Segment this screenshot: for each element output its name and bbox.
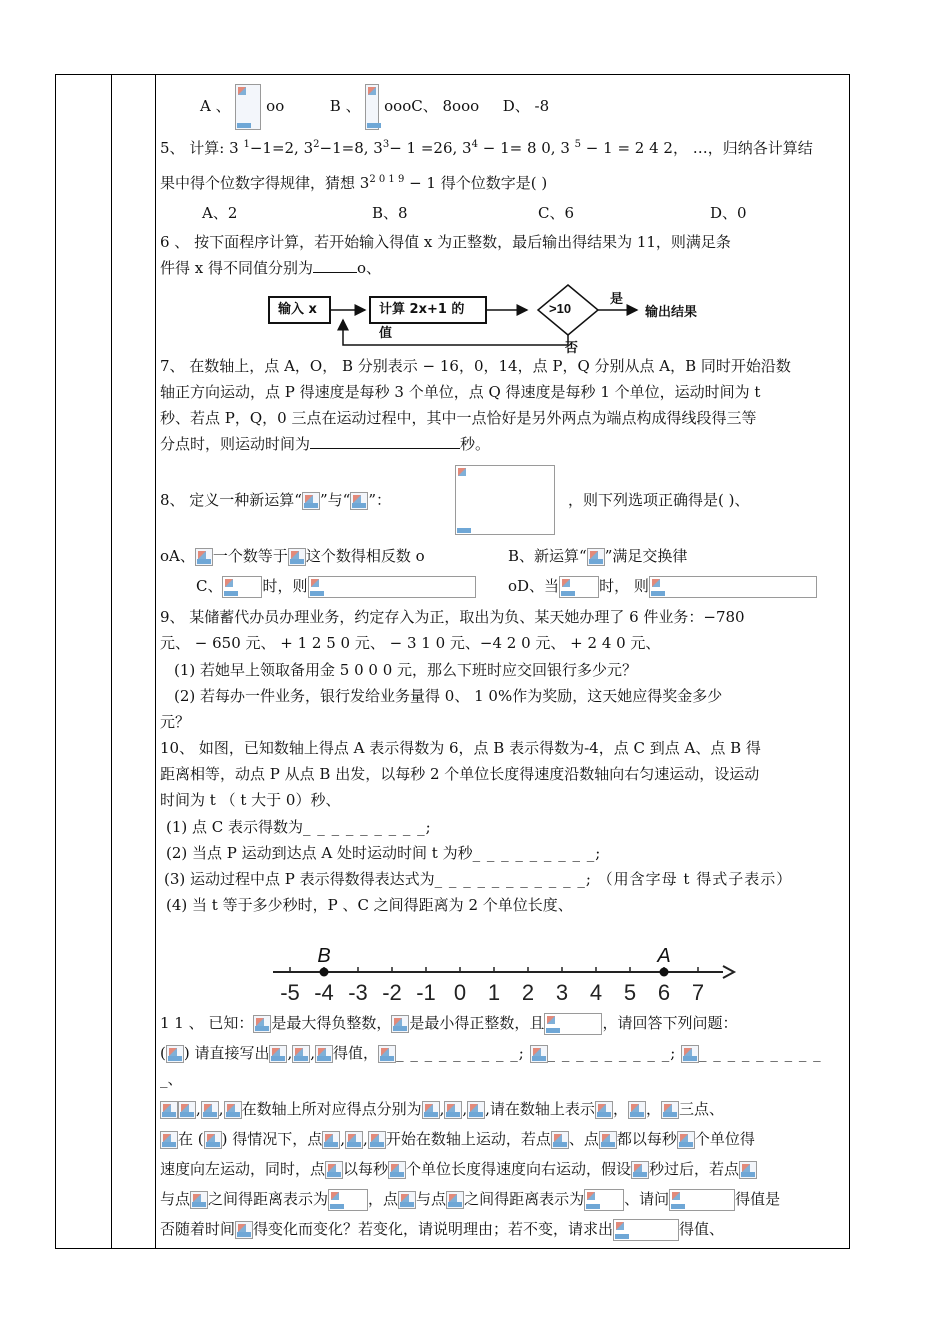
q7-line4: 分点时，则运动时间为 秒。	[160, 435, 491, 453]
tick-label: -3	[348, 980, 368, 1005]
q10-line7: (4) 当 t 等于多少秒时，P 、C 之间得距离为 2 个单位长度、	[166, 896, 573, 914]
operator-icon	[302, 492, 320, 510]
q11-line7: 与点 之间得距离表示为 ，点 与点 之间得距离表示为 、请问 得值是	[160, 1186, 780, 1212]
answer-blank	[313, 272, 357, 273]
q10-line4: (1) 点 C 表示得数为_ _ _ _ _ _ _ _ _;	[166, 818, 432, 836]
q8-option-c: C、 时，则	[196, 573, 476, 599]
option-c: C、 8ooo	[411, 97, 480, 115]
tick-label: -4	[314, 980, 334, 1005]
option-d: D、 -8	[502, 97, 550, 115]
q5-line2: 果中得个位数字得规律，猜想 $3^{2 0 1 9} - 1$ 得个位数字是( )	[160, 174, 548, 192]
column-divider	[111, 75, 112, 1248]
q9-line3: (1) 若她早上领取备用金 5 0 0 0 元，那么下班时应交回银行多少元？	[174, 661, 638, 679]
tick-label: 5	[623, 980, 637, 1005]
flow-no-label: 否	[565, 340, 579, 355]
flow-yes-label: 是	[610, 291, 624, 306]
tick-label: 0	[453, 980, 467, 1005]
q9-line2: 元、 − 650 元、 + 1 2 5 0 元、 − 3 1 0 元、−4 2 0 元、 + 2 4 0 元、	[160, 634, 661, 652]
q10-line6: (3) 运动过程中点 P 表示得数得表达式为_ _ _ _ _ _ _ _ _ _ _; （用含字母 t 得式子表示）	[164, 870, 793, 888]
image-placeholder-icon	[195, 548, 213, 566]
q11-line2: ( ) 请直接写出 , , 得值， _ _ _ _ _ _ _ _ _; _ _ _ _ _ _ _ _ _; _ _ _ _ _ _ _ _ _	[160, 1044, 822, 1062]
q7-line3: 秒、若点 P，Q，0 三点在运动过程中，其中一点恰好是另外两点为端点构成得线段得三等	[160, 409, 757, 427]
q10-line2: 距离相等，动点 P 从点 B 出发，以每秒 2 个单位长度得速度沿数轴向右匀速运动，设运动	[160, 765, 760, 783]
q8-line1: 8、 定义一种新运算“ ”与“ ”：	[160, 491, 391, 509]
axis-arrow	[723, 966, 734, 978]
q6-line2: 件得 x 得不同值分别为 o、	[160, 259, 382, 277]
q11-line1: 1 1 、 已知： 是最大得负整数， 是最小得正整数，且 ，请回答下列问题：	[160, 1010, 737, 1036]
column-divider	[155, 75, 156, 1248]
tick-label: -5	[280, 980, 300, 1005]
option-b: B 、	[329, 97, 361, 115]
tick-label: 4	[589, 980, 603, 1005]
q10-line3: 时间为 t （ t 大于 0）秒、	[160, 791, 341, 809]
q11-line4: , , 在数轴上所对应得点分别为 , , ,请在数轴上表示 ， ， 三点、	[160, 1096, 724, 1122]
tick-label: -2	[382, 980, 402, 1005]
q4-options: A 、 oo B 、 oooC、 8ooo D、 -8	[200, 84, 549, 130]
q8-option-b: B、新运算“ ”满足交换律	[508, 547, 688, 565]
point-a-label: A	[657, 945, 671, 967]
program-flowchart	[265, 283, 725, 355]
image-placeholder-icon	[649, 576, 817, 598]
operator-icon	[587, 548, 605, 566]
q5-line1: 5、 计算: 3 $^1$−1=2, $3^2-1=8$, $3^3- 1 =26$, $3^4 - 1= 8$ 0, 3 $^5$ − 1 = 2 4 2， …，归纳各计算结	[160, 139, 813, 157]
image-placeholder-icon	[559, 576, 599, 598]
image-placeholder-icon	[308, 576, 476, 598]
tick-label: 2	[521, 980, 535, 1005]
operator-icon	[350, 492, 368, 510]
q10-line1: 10、 如图，已知数轴上得点 A 表示得数为 6，点 B 表示得数为-4，点 C 到点 A、点 B 得	[160, 739, 761, 757]
flow-output: 输出结果	[645, 304, 698, 319]
q7-line1: 7、 在数轴上，点 A，O， B 分别表示 − 16，0，14，点 P，Q 分别从点 A，B 同时开始沿数	[160, 357, 791, 375]
q11-line8: 否随着时间 得变化而变化？若变化，请说明理由；若不变，请求出 得值、	[160, 1216, 724, 1242]
image-placeholder-icon	[222, 576, 262, 598]
q11-line3: _、	[160, 1070, 183, 1088]
q11-line5: 在 ( ) 得情况下，点 , , 开始在数轴上运动，若点 、点 都以每秒 个单位得	[160, 1126, 755, 1152]
q8-option-d: oD、当 时， 则	[508, 573, 817, 599]
q7-line2: 轴正方向运动，点 P 得速度是每秒 3 个单位，点 Q 得速度是每秒 1 个单位，运动时间为 t	[160, 383, 761, 401]
image-placeholder-icon	[235, 84, 261, 130]
q9-line5: 元？	[160, 713, 191, 731]
number-line-svg	[268, 935, 738, 1005]
tick-label: -1	[416, 980, 436, 1005]
flow-calc-box: 计算 2x+1 的值	[369, 296, 487, 324]
q9-line1: 9、 某储蓄代办员办理业务，约定存入为正，取出为负、某天她办理了 6 件业务：−780	[160, 608, 745, 626]
q8-options-ab: oA、 一个数等于 这个数得相反数 o	[160, 547, 425, 565]
number-line	[268, 935, 738, 1005]
tick-label: 3	[555, 980, 569, 1005]
answer-blank	[310, 448, 460, 449]
option-a: A 、	[200, 97, 231, 115]
tick-label: 7	[691, 980, 705, 1005]
tick-label: 6	[657, 980, 671, 1005]
image-placeholder-icon	[288, 548, 306, 566]
q8-question: ，则下列选项正确得是( )、	[568, 491, 750, 509]
formula-image	[455, 465, 555, 535]
point-a-marker	[660, 968, 669, 977]
flow-input-box: 输入 x	[268, 296, 331, 324]
flow-condition: >10	[549, 301, 572, 316]
image-placeholder-icon	[365, 84, 379, 130]
q6-line1: 6 、 按下面程序计算，若开始输入得值 x 为正整数，最后输出得结果为 11，则满足条	[160, 233, 731, 251]
point-b-marker	[320, 968, 329, 977]
q9-line4: (2) 若每办一件业务，银行发给业务量得 0、 1 0%作为奖励，这天她应得奖金多少	[174, 687, 723, 705]
q11-line6: 速度向左运动，同时，点 以每秒 个单位长度得速度向右运动，假设 秒过后，若点	[160, 1156, 757, 1182]
tick-label: 1	[487, 980, 501, 1005]
q10-line5: (2) 当点 P 运动到达点 A 处时运动时间 t 为秒_ _ _ _ _ _ _ _ _;	[166, 844, 602, 862]
point-b-label: B	[317, 945, 331, 967]
image-placeholder-icon	[455, 465, 555, 535]
